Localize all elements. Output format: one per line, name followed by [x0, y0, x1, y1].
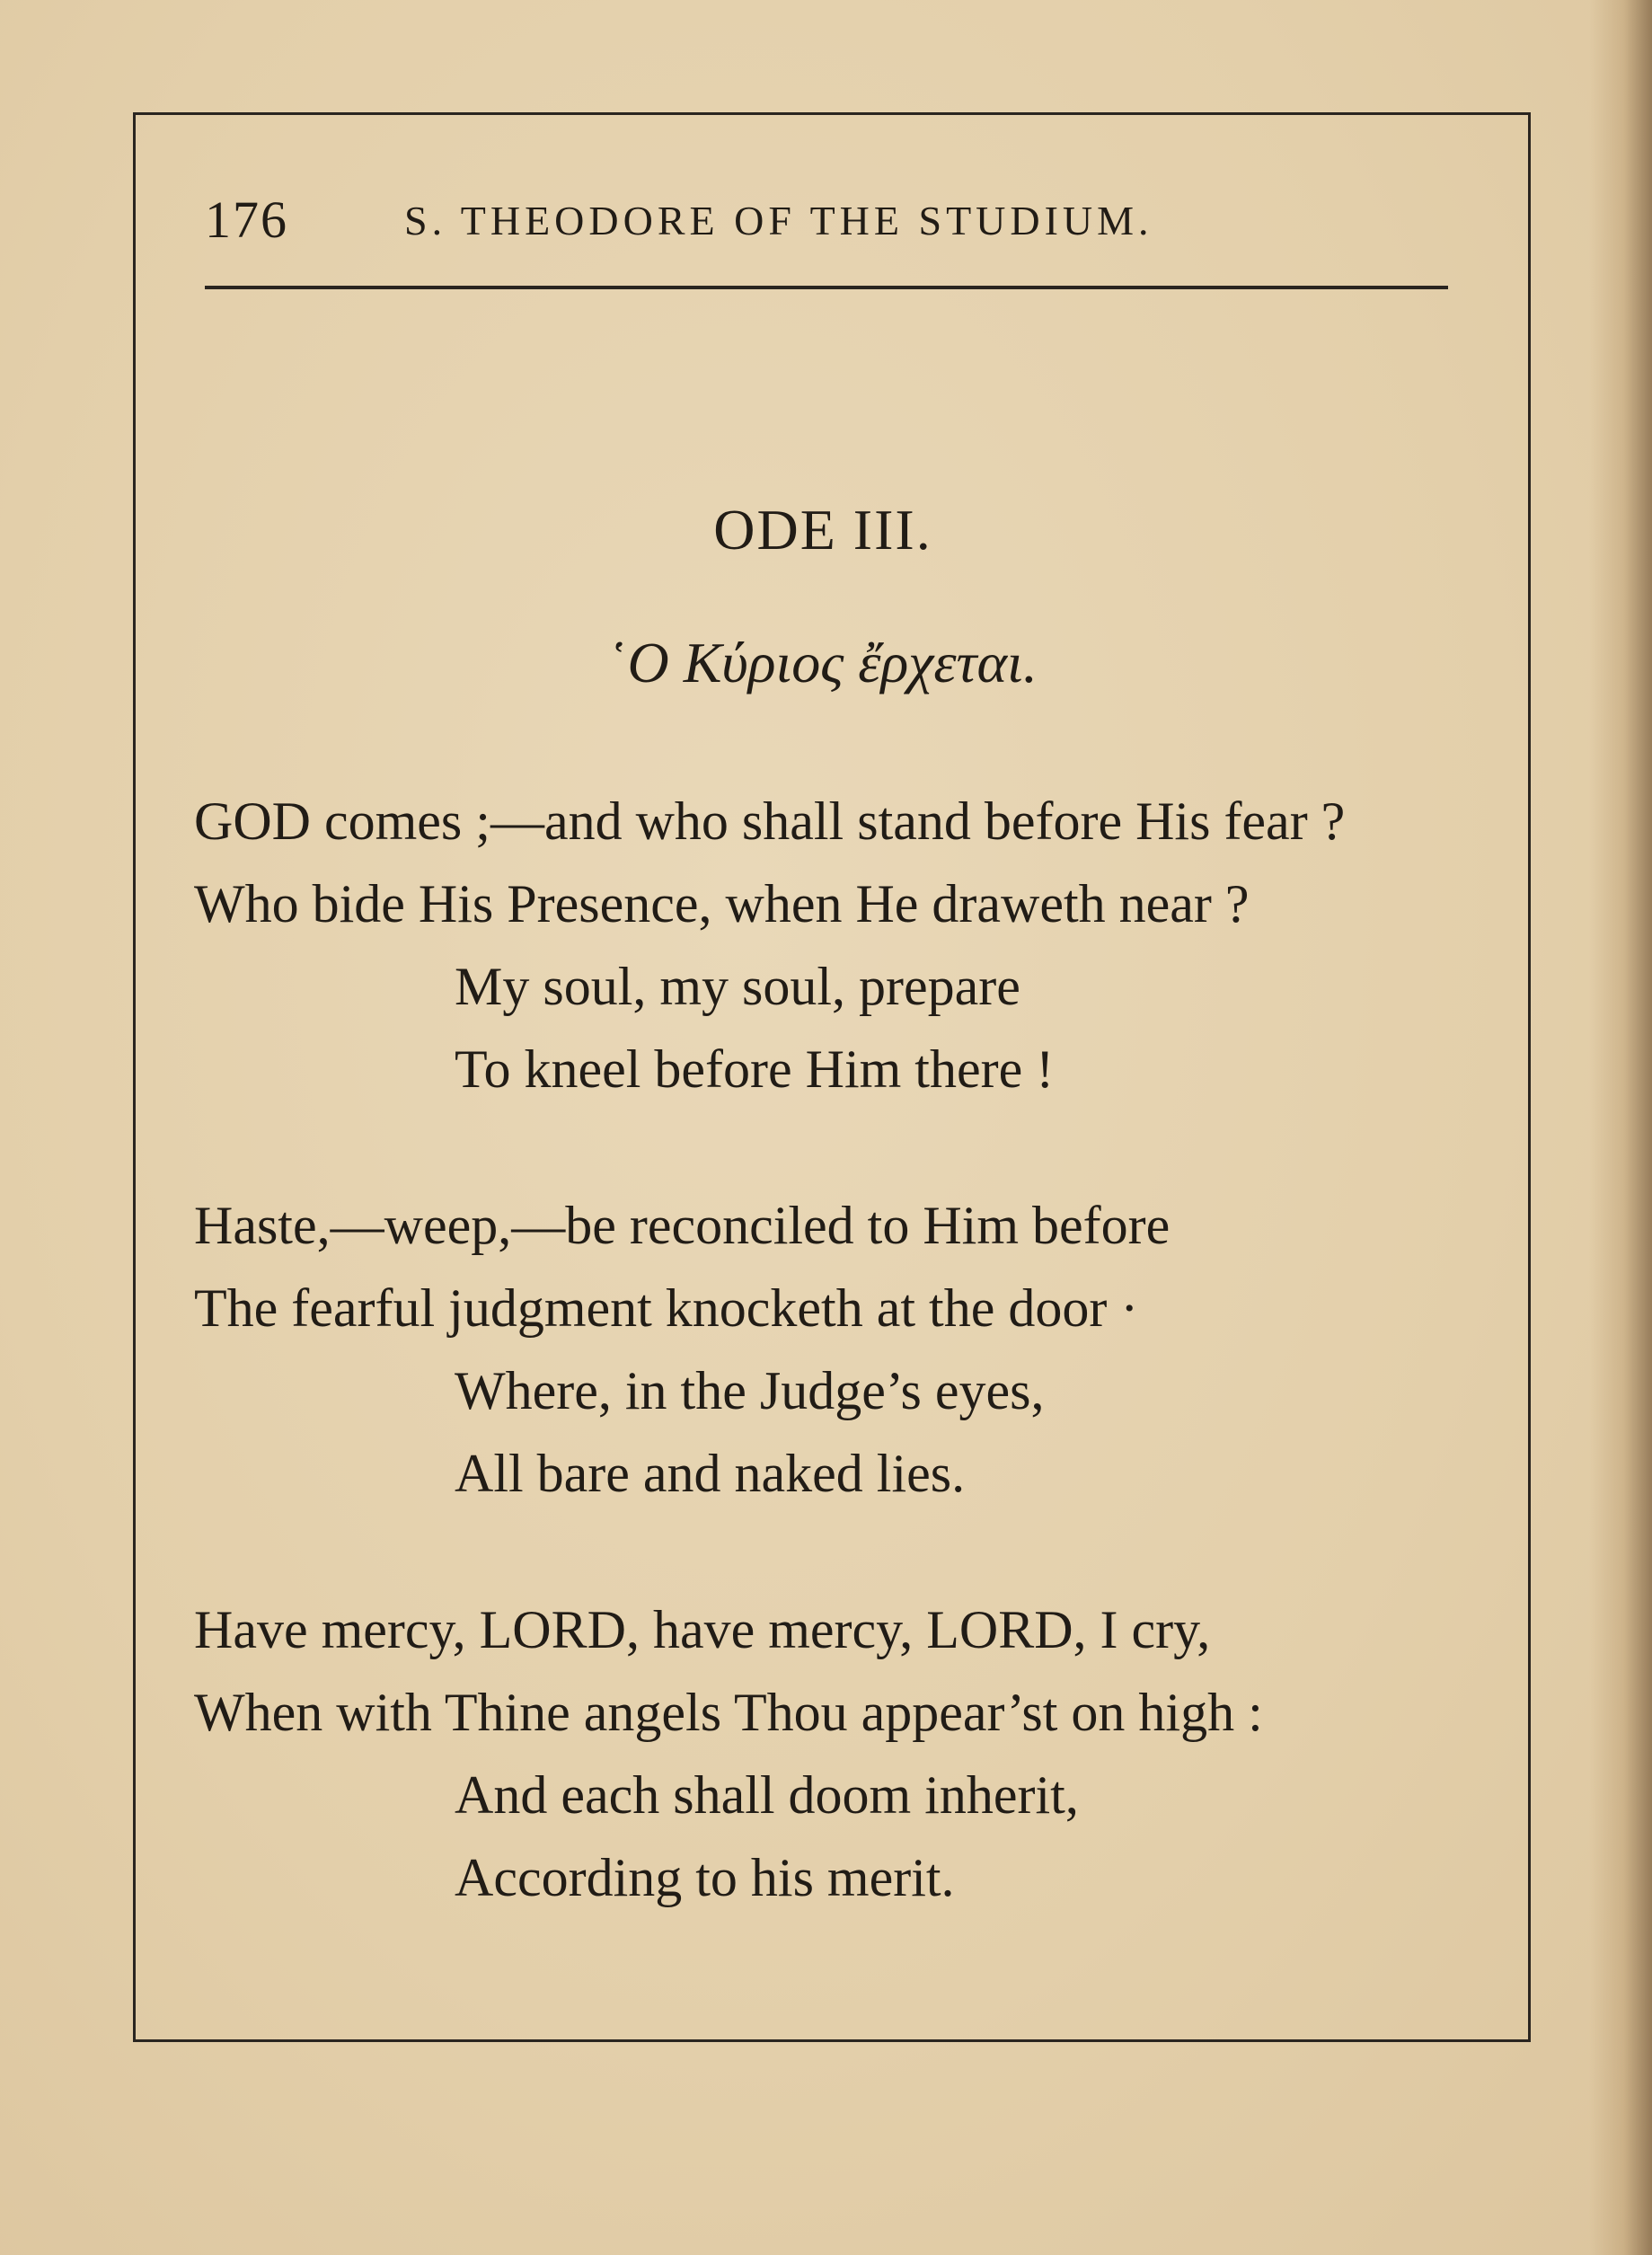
stanza-line: My soul, my soul, prepare — [455, 957, 1020, 1016]
stanza-line: Haste,—weep,—be reconciled to Him before — [194, 1196, 1171, 1255]
stanza-line: And each shall doom inherit, — [455, 1765, 1079, 1825]
stanza-line: According to his merit. — [455, 1848, 955, 1907]
page-edge-shadow — [1589, 0, 1652, 2255]
stanza-line: Where, in the Judge’s eyes, — [455, 1361, 1045, 1420]
stanza-3 — [194, 1588, 1479, 1919]
stanza-1 — [194, 780, 1479, 1110]
running-head: S. THEODORE OF THE STUDIUM. — [404, 198, 1153, 243]
stanza-2 — [194, 1184, 1479, 1515]
stanza-line: When with Thine angels Thou appear’st on high : — [194, 1683, 1263, 1742]
ode-title: ODE III. — [713, 498, 932, 562]
greek-incipit: ῾Ο Κύριος ἔρχεται. — [608, 631, 1038, 694]
stanza-line: To kneel before Him there ! — [455, 1039, 1055, 1099]
stanza-line: The fearful judgment knocketh at the door · — [194, 1278, 1139, 1338]
stanza-line: Have mercy, LORD, have mercy, LORD, I cry, — [194, 1600, 1211, 1659]
page-header — [205, 189, 1462, 252]
stanza-line: GOD comes ;—and who shall stand before His fear ? — [194, 791, 1346, 851]
stanza-line: Who bide His Presence, when He draweth near ? — [194, 874, 1250, 933]
header-rule — [205, 286, 1448, 289]
stanza-line: All bare and naked lies. — [455, 1444, 966, 1503]
page-number: 176 — [205, 190, 288, 249]
